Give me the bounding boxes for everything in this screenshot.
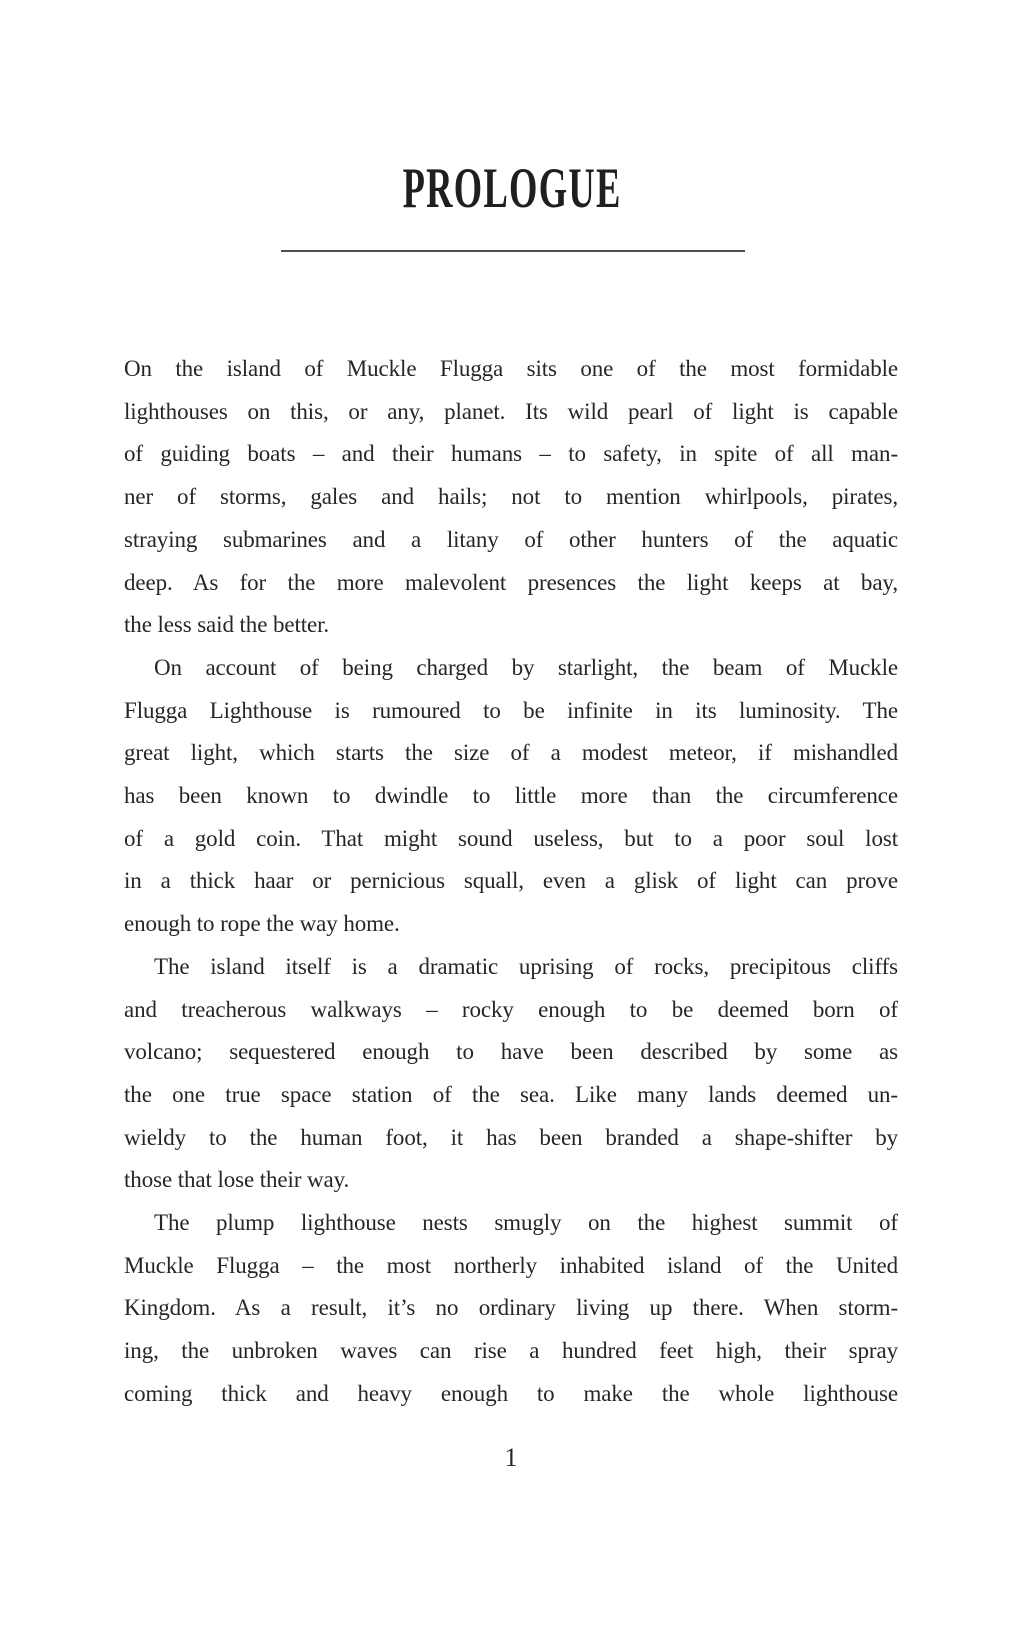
title-divider-rule [281, 250, 745, 252]
text-line: The plump lighthouse nests smugly on the highest summit of [154, 1210, 898, 1236]
text-line: deep. As for the more malevolent presences the light keeps at bay, [124, 569, 898, 595]
text-line: great light, which starts the size of a modest meteor, if mishandled [124, 740, 898, 766]
body-text [124, 348, 898, 1416]
paragraph [124, 348, 898, 647]
text-line: wieldy to the human foot, it has been branded a shape-shifter by [124, 1124, 898, 1150]
text-line: and treacherous walkways – rocky enough to be deemed born of [124, 996, 898, 1022]
page-number: 1 [504, 1443, 518, 1472]
text-line: straying submarines and a litany of other hunters of the aquatic [124, 526, 898, 552]
text-line: the less said the better. [124, 612, 330, 638]
page-title [0, 157, 1024, 220]
text-line: ing, the unbroken waves can rise a hundred feet high, their spray [124, 1338, 898, 1364]
text-line: in a thick haar or pernicious squall, even a glisk of light can prove [124, 868, 898, 894]
text-line: volcano; sequestered enough to have been described by some as [124, 1039, 898, 1065]
paragraph [124, 647, 898, 946]
text-line: The island itself is a dramatic uprising of rocks, precipitous cliffs [154, 953, 898, 979]
paragraph [124, 946, 898, 1202]
text-line: the one true space station of the sea. Like many lands deemed un- [124, 1081, 898, 1107]
text-line: coming thick and heavy enough to make the whole lighthouse [124, 1380, 898, 1406]
text-line: of a gold coin. That might sound useless, but to a poor soul lost [124, 825, 898, 851]
paragraph [124, 1202, 898, 1416]
text-line: lighthouses on this, or any, planet. Its wild pearl of light is capable [124, 398, 898, 424]
text-line: Muckle Flugga – the most northerly inhabited island of the United [124, 1252, 898, 1278]
text-line: enough to rope the way home. [124, 911, 400, 937]
text-line: has been known to dwindle to little more than the circumference [124, 783, 898, 809]
text-line: ner of storms, gales and hails; not to mention whirlpools, pirates, [124, 484, 898, 510]
text-line: On account of being charged by starlight, the beam of Muckle [154, 654, 898, 680]
text-line: of guiding boats – and their humans – to safety, in spite of all man- [124, 441, 898, 467]
text-line: those that lose their way. [124, 1167, 350, 1193]
page-title-text: PROLOGUE [402, 157, 622, 220]
text-line: Kingdom. As a result, it’s no ordinary living up there. When storm- [124, 1295, 898, 1321]
text-line: On the island of Muckle Flugga sits one of the most formidable [124, 356, 898, 381]
text-line: Flugga Lighthouse is rumoured to be infinite in its luminosity. The [124, 697, 898, 723]
